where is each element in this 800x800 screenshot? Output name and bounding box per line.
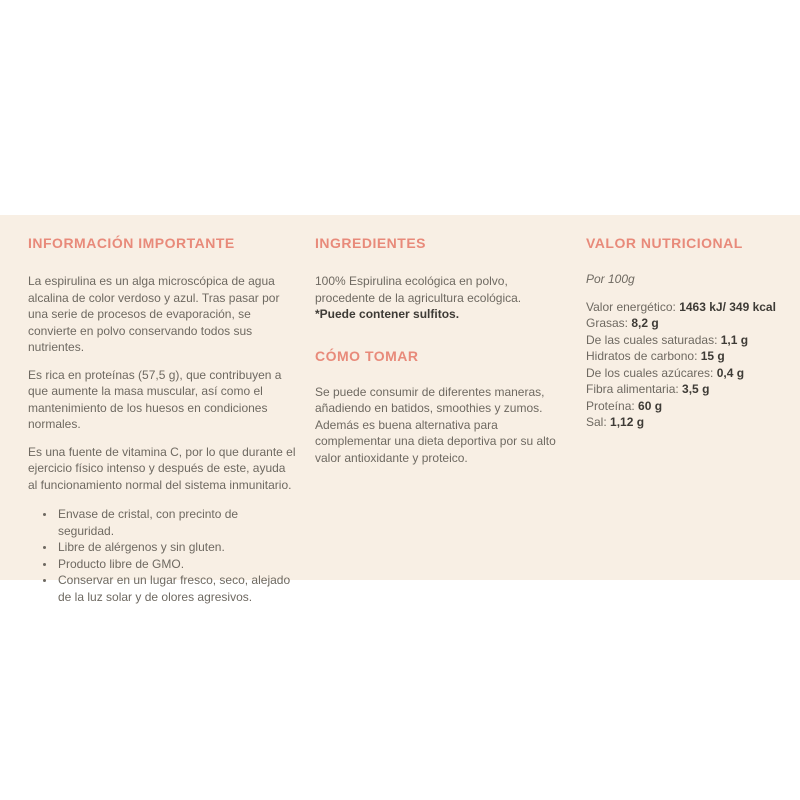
nutrition-value: 15 g bbox=[700, 349, 725, 363]
nutrition-row-saturadas bbox=[586, 332, 800, 349]
nutrition-row-fibra bbox=[586, 381, 800, 398]
info-bullet-list bbox=[28, 506, 296, 605]
nutrition-row-hidratos bbox=[586, 348, 800, 365]
nutrition-value: 1,12 g bbox=[610, 415, 645, 429]
nutrition-row-sal bbox=[586, 414, 800, 431]
como-tomar-text: Se puede consumir de diferentes maneras, añadiendo en batidos, smoothies y zumos. Además es buena alternativa para complementar una dieta deportiva por su alto valor antioxidante y proteico. bbox=[315, 384, 556, 465]
valor-nutricional-column bbox=[586, 236, 800, 431]
nutrition-value: 0,4 g bbox=[716, 365, 745, 380]
nutrition-row-azucares bbox=[586, 365, 800, 382]
ingredientes-heading: INGREDIENTES bbox=[315, 235, 427, 251]
info-importante-heading: INFORMACIÓN IMPORTANTE bbox=[28, 235, 235, 251]
nutrition-row-grasas bbox=[586, 315, 800, 332]
nutrition-row-proteina bbox=[586, 398, 800, 415]
ingredientes-text: 100% Espirulina ecológica en polvo, procedente de la agricultura ecológica. bbox=[315, 274, 522, 305]
nutrition-value: 3,5 g bbox=[682, 382, 710, 396]
info-importante-column bbox=[28, 236, 296, 605]
nutrition-value: 1463 kJ/ 349 kcal bbox=[679, 299, 776, 314]
info-paragraph-3: Es una fuente de vitamina C, por lo que durante el ejercicio físico intenso y después de este, ayuda al funcionamiento normal del sistema inmunitario. bbox=[28, 444, 296, 492]
serving-size-note: Por 100g bbox=[586, 272, 635, 286]
nutrition-label: Sal: bbox=[586, 415, 607, 429]
bullet-item-gmo: • Producto libre de GMO. bbox=[56, 556, 296, 573]
info-paragraph-2: Es rica en proteínas (57,5 g), que contribuyen a que aumente la masa muscular, así como el mantenimiento de los huesos en condiciones normales. bbox=[28, 367, 282, 431]
nutrition-label: Hidratos de carbono: bbox=[586, 349, 698, 363]
como-tomar-heading: CÓMO TOMAR bbox=[315, 347, 419, 364]
nutrition-label: De las cuales saturadas: bbox=[586, 332, 718, 347]
ingredientes-column bbox=[315, 236, 565, 466]
nutrition-label: Proteína: bbox=[586, 398, 635, 413]
nutrition-value: 8,2 g bbox=[631, 316, 659, 330]
nutrition-label: De los cuales azúcares: bbox=[586, 365, 714, 380]
info-paragraph-1: La espirulina es un alga microscópica de agua alcalina de color verdoso y azul. Tras pasar por una serie de procesos de evaporación, se convierte en polvo conservando todos sus nutrientes. bbox=[28, 274, 280, 354]
nutrition-label: Fibra alimentaria: bbox=[586, 382, 679, 396]
bullet-item-conservacion: • Conservar en un lugar fresco, seco, alejado de la luz solar y de olores agresivos. bbox=[56, 572, 296, 605]
bullet-item-envase: • Envase de cristal, con precinto de seguridad. bbox=[56, 506, 296, 539]
nutrition-label: Grasas: bbox=[586, 316, 629, 330]
bullet-item-alergenos: • Libre de alérgenos y sin gluten. bbox=[56, 539, 296, 556]
nutrition-label: Valor energético: bbox=[586, 299, 676, 314]
valor-nutricional-heading: VALOR NUTRICIONAL bbox=[586, 235, 743, 251]
nutrition-value: 60 g bbox=[638, 398, 663, 413]
nutrition-row-energia bbox=[586, 299, 800, 316]
nutrition-value: 1,1 g bbox=[720, 332, 749, 347]
sulfitos-note: *Puede contener sulfitos. bbox=[315, 307, 460, 321]
